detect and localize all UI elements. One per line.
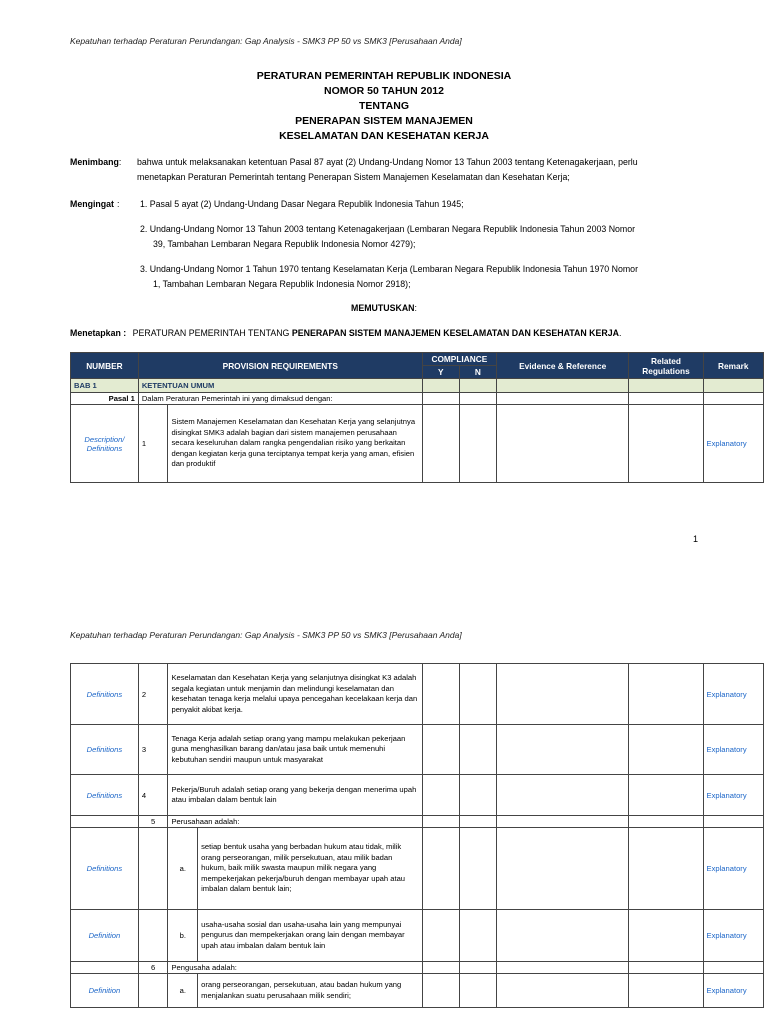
page-header: Kepatuhan terhadap Peraturan Perundangan: Gap Analysis - SMK3 PP 50 vs SMK3 [Perusahaan Anda] bbox=[70, 630, 462, 640]
cell-yes[interactable] bbox=[422, 405, 459, 483]
mengingat-line: 1. Pasal 5 ayat (2) Undang-Undang Dasar Negara Republik Indonesia Tahun 1945; bbox=[140, 199, 464, 209]
row-sub: a. bbox=[168, 974, 198, 1008]
title-line: PERATURAN PEMERINTAH REPUBLIK INDONESIA bbox=[256, 70, 512, 82]
row-text: usaha-usaha sosial dan usaha-usaha lain yang mempunyai pengurus dan mempekerjakan orang lain dengan membayar upah atau imbalan dalam bentuk lain bbox=[198, 910, 423, 962]
cell-yes[interactable] bbox=[422, 725, 459, 775]
cell-yes[interactable] bbox=[422, 910, 459, 962]
gap-analysis-table bbox=[70, 352, 764, 483]
page-header: Kepatuhan terhadap Peraturan Perundangan: Gap Analysis - SMK3 PP 50 vs SMK3 [Perusahaan Anda] bbox=[70, 36, 462, 46]
mengingat-line: 1, Tambahan Lembaran Negara Republik Indonesia Nomor 2918); bbox=[153, 279, 411, 289]
cell-related[interactable] bbox=[629, 775, 703, 816]
table-row bbox=[71, 816, 764, 828]
page-number: 1 bbox=[693, 534, 699, 544]
cell-related[interactable] bbox=[629, 405, 703, 483]
row-number: 6 bbox=[138, 962, 168, 974]
row-number: 5 bbox=[138, 816, 168, 828]
bab-title: KETENTUAN UMUM bbox=[138, 379, 422, 393]
row-label: Definitions bbox=[71, 664, 139, 725]
gap-analysis-table-continued bbox=[70, 663, 764, 1008]
col-remark: Remark bbox=[703, 353, 763, 379]
pasal-text: Dalam Peraturan Pemerintah ini yang dimaksud dengan: bbox=[138, 393, 422, 405]
row-remark: Explanatory bbox=[703, 828, 763, 910]
col-no: N bbox=[459, 366, 496, 379]
cell-no[interactable] bbox=[459, 725, 496, 775]
mengingat-line: 3. Undang-Undang Nomor 1 Tahun 1970 tentang Keselamatan Kerja (Lembaran Negara Republik Indonesia Tahun 1970 Nomor bbox=[140, 264, 639, 274]
menetapkan-label: Menetapkan : bbox=[70, 328, 127, 338]
mengingat-line: 39, Tambahan Lembaran Negara Republik Indonesia Nomor 4279); bbox=[153, 239, 416, 249]
menetapkan-line: Menetapkan : PERATURAN PEMERINTAH TENTANG PENERAPAN SISTEM MANAJEMEN KESELAMATAN DAN KESEHATAN KERJA. bbox=[70, 328, 622, 338]
col-provision: PROVISION REQUIREMENTS bbox=[138, 353, 422, 379]
cell-related[interactable] bbox=[629, 828, 703, 910]
cell-related[interactable] bbox=[629, 725, 703, 775]
cell-evidence[interactable] bbox=[496, 910, 628, 962]
cell-no[interactable] bbox=[459, 775, 496, 816]
col-evidence: Evidence & Reference bbox=[496, 353, 628, 379]
row-remark: Explanatory bbox=[703, 775, 763, 816]
row-remark: Explanatory bbox=[703, 725, 763, 775]
cell-no[interactable] bbox=[459, 405, 496, 483]
menimbang-label: Menimbang: bbox=[70, 157, 122, 167]
mengingat-label: Mengingat : bbox=[70, 199, 120, 209]
row-label: Definitions bbox=[71, 775, 139, 816]
col-yes: Y bbox=[422, 366, 459, 379]
row-remark: Explanatory bbox=[703, 910, 763, 962]
cell-related[interactable] bbox=[629, 974, 703, 1008]
cell-evidence[interactable] bbox=[496, 405, 628, 483]
cell-evidence[interactable] bbox=[496, 974, 628, 1008]
cell-no[interactable] bbox=[459, 664, 496, 725]
row-text: Keselamatan dan Kesehatan Kerja yang selanjutnya disingkat K3 adalah segala kegiatan untuk menjamin dan melindungi keselamatan dan kesehatan tenaga kerja melalui upaya pencegahan kecelakaan kerja dan penyakit akibat kerja. bbox=[168, 664, 422, 725]
col-related: Related Regulations bbox=[629, 353, 703, 379]
table-row bbox=[71, 775, 764, 816]
memutuskan-heading: MEMUTUSKAN: bbox=[351, 303, 417, 313]
row-number: 4 bbox=[138, 775, 168, 816]
row-number: 1 bbox=[138, 405, 168, 483]
table-row bbox=[71, 828, 764, 910]
menetapkan-bold: PENERAPAN SISTEM MANAJEMEN KESELAMATAN DAN KESEHATAN KERJA bbox=[291, 328, 619, 338]
bab-row bbox=[71, 379, 764, 393]
menimbang-text bbox=[137, 155, 638, 185]
row-label: Description/ Definitions bbox=[71, 405, 139, 483]
mengingat-item bbox=[140, 262, 638, 292]
col-number: NUMBER bbox=[71, 353, 139, 379]
row-text: orang perseorangan, persekutuan, atau badan hukum yang menjalankan suatu perusahaan milik sendiri; bbox=[198, 974, 423, 1008]
table-row bbox=[71, 962, 764, 974]
row-remark: Explanatory bbox=[703, 405, 763, 483]
row-text: Perusahaan adalah: bbox=[168, 816, 422, 828]
table-row bbox=[71, 405, 764, 483]
row-text: setiap bentuk usaha yang berbadan hukum atau tidak, milik orang perseorangan, milik persekutuan, atau milik badan hukum, baik milik swasta maupun milik negara yang mempekerjakan pekerja/buruh dengan membayar upah atau imbalan dalam bentuk lain; bbox=[198, 828, 423, 910]
row-text: Pengusaha adalah: bbox=[168, 962, 422, 974]
bab-number: BAB 1 bbox=[71, 379, 139, 393]
cell-evidence[interactable] bbox=[496, 664, 628, 725]
mengingat-item bbox=[140, 197, 464, 212]
row-text: Tenaga Kerja adalah setiap orang yang mampu melakukan pekerjaan guna menghasilkan barang dan/atau jasa baik untuk memenuhi kebutuhan sendiri maupun untuk masyarakat bbox=[168, 725, 422, 775]
cell-yes[interactable] bbox=[422, 664, 459, 725]
title-line: TENTANG bbox=[359, 100, 409, 112]
row-number: 2 bbox=[138, 664, 168, 725]
cell-evidence[interactable] bbox=[496, 725, 628, 775]
cell-yes[interactable] bbox=[422, 828, 459, 910]
row-label: Definition bbox=[71, 974, 139, 1008]
cell-no[interactable] bbox=[459, 974, 496, 1008]
menimbang-line: bahwa untuk melaksanakan ketentuan Pasal 87 ayat (2) Undang-Undang Nomor 13 Tahun 2003 tentang Ketenagakerjaan, perlu bbox=[137, 157, 638, 167]
row-label: Definitions bbox=[71, 828, 139, 910]
table-row bbox=[71, 974, 764, 1008]
pasal-number: Pasal 1 bbox=[71, 393, 139, 405]
row-text: Sistem Manajemen Keselamatan dan Kesehatan Kerja yang selanjutnya disingkat SMK3 adalah bagian dari sistem manajemen perusahaan secara keseluruhan dalam rangka pengendalian risiko yang berkaitan dengan kegiatan kerja guna terciptanya tempat kerja yang aman, efisien dan produktif bbox=[168, 405, 422, 483]
cell-yes[interactable] bbox=[422, 974, 459, 1008]
menetapkan-text: PERATURAN PEMERINTAH TENTANG bbox=[132, 328, 292, 338]
row-remark: Explanatory bbox=[703, 664, 763, 725]
cell-no[interactable] bbox=[459, 910, 496, 962]
cell-evidence[interactable] bbox=[496, 828, 628, 910]
row-sub: b. bbox=[168, 910, 198, 962]
row-label: Definition bbox=[71, 910, 139, 962]
row-label bbox=[71, 962, 139, 974]
cell-related[interactable] bbox=[629, 910, 703, 962]
row-remark: Explanatory bbox=[703, 974, 763, 1008]
row-sub: a. bbox=[168, 828, 198, 910]
cell-related[interactable] bbox=[629, 664, 703, 725]
row-text: Pekerja/Buruh adalah setiap orang yang bekerja dengan menerima upah atau imbalan dalam bentuk lain bbox=[168, 775, 422, 816]
cell-yes[interactable] bbox=[422, 775, 459, 816]
mengingat-item bbox=[140, 222, 635, 252]
pasal-row bbox=[71, 393, 764, 405]
cell-no[interactable] bbox=[459, 828, 496, 910]
cell-evidence[interactable] bbox=[496, 775, 628, 816]
row-label: Definitions bbox=[71, 725, 139, 775]
menimbang-line: menetapkan Peraturan Pemerintah tentang Penerapan Sistem Manajemen Keselamatan dan Kesehatan Kerja; bbox=[137, 172, 570, 182]
mengingat-line: 2. Undang-Undang Nomor 13 Tahun 2003 tentang Ketenagakerjaan (Lembaran Negara Republik Indonesia Tahun 2003 Nomor bbox=[140, 224, 636, 234]
row-label bbox=[71, 816, 139, 828]
title-line: KESELAMATAN DAN KESEHATAN KERJA bbox=[279, 130, 489, 142]
table-row bbox=[71, 910, 764, 962]
title-line: PENERAPAN SISTEM MANAJEMEN bbox=[295, 115, 473, 127]
row-number: 3 bbox=[138, 725, 168, 775]
table-row bbox=[71, 725, 764, 775]
title-line: NOMOR 50 TAHUN 2012 bbox=[323, 85, 444, 97]
col-compliance: COMPLIANCE bbox=[422, 353, 496, 366]
table-row bbox=[71, 664, 764, 725]
